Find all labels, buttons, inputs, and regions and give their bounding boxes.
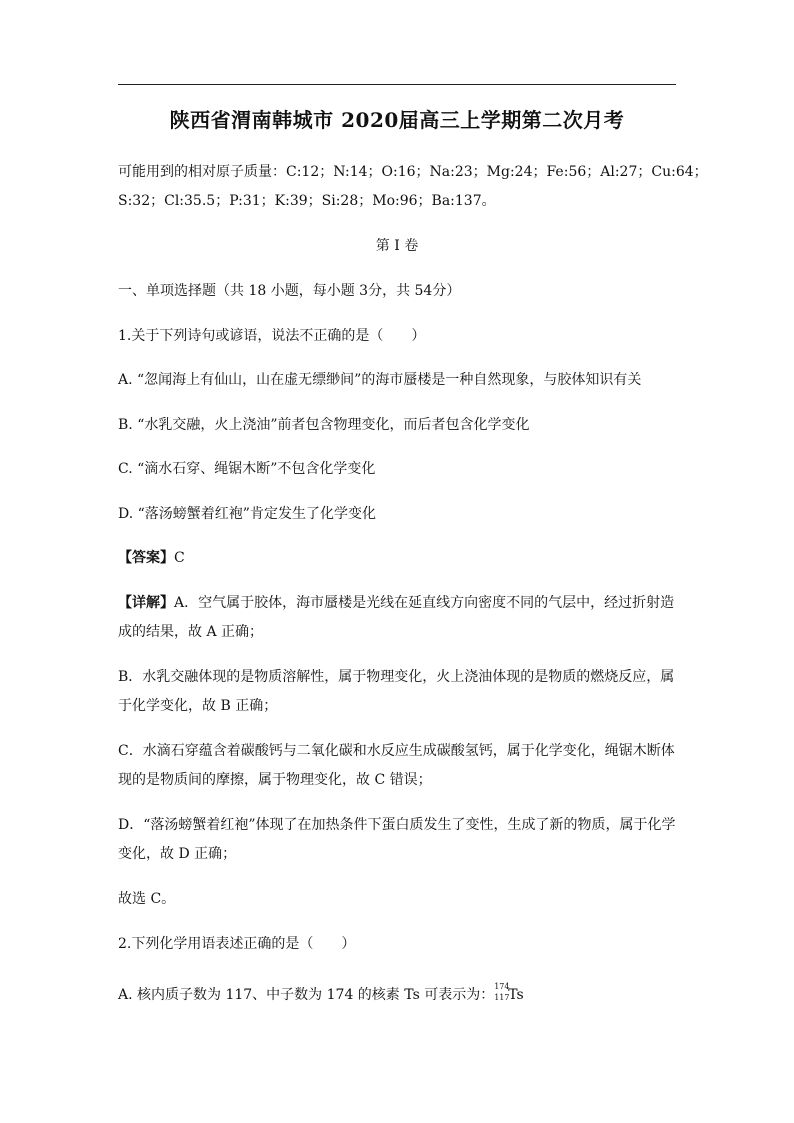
question-1-option-a: A. “忽闻海上有仙山，山在虚无缥缈间”的海市蜃楼是一种自然现象，与胶体知识有关 [118, 372, 642, 388]
option-a-text: A. 核内质子数为 117、中子数为 174 的核素 Ts 可表示为： [118, 987, 495, 1003]
question-1-detail-a-line-1 [118, 593, 674, 613]
question-1-detail-c-line-2: 现的是物质间的摩擦，属于物理变化，故 C 错误； [118, 772, 432, 788]
answer-label: 【答案】 [118, 550, 174, 566]
question-1-detail-d-line-1: D．“落汤螃蟹着红袍”体现了在加热条件下蛋白质发生了变性，生成了新的物质，属于化学 [118, 817, 676, 833]
answer-value: C [174, 550, 185, 566]
section-title: 第 I 卷 [375, 238, 419, 254]
question-1-option-b: B. “水乳交融，火上浇油”前者包含物理变化，而后者包含化学变化 [118, 417, 530, 433]
question-1-detail-c-line-1: C．水滴石穿蕴含着碳酸钙与二氧化碳和水反应生成碳酸氢钙，属于化学变化，绳锯木断体 [118, 743, 675, 759]
question-1-stem: 1.关于下列诗句或谚语，说法不正确的是（ ） [118, 328, 426, 344]
nuclide-notation [494, 982, 526, 1005]
header-rule [118, 84, 676, 85]
question-2-option-a [118, 982, 526, 1005]
part-heading: 一、单项选择题（共 18 小题，每小题 3分，共 54分） [118, 283, 461, 299]
question-2-stem: 2.下列化学用语表述正确的是（ ） [118, 936, 356, 952]
question-1-answer [118, 548, 185, 568]
question-1-detail-d-line-2: 变化，故 D 正确； [118, 846, 237, 862]
atomic-masses-line-2: S:32；Cl:35.5；P:31；K:39；Si:28；Mo:96；Ba:137。 [118, 193, 496, 209]
detail-label: 【详解】 [118, 595, 174, 611]
question-1-option-d: D. “落汤螃蟹着红袍”肯定发生了化学变化 [118, 506, 376, 522]
atomic-masses-line-1: 可能用到的相对原子质量：C:12；N:14；O:16；Na:23；Mg:24；Fe:56；Al:27；Cu:64； [118, 164, 708, 180]
question-1-detail-b-line-2: 于化学变化，故 B 正确； [118, 698, 278, 714]
exam-title: 陕西省渭南韩城市 2020届高三上学期第二次月考 [169, 108, 625, 132]
nuclide-mass-number: 174 [494, 982, 510, 991]
nuclide-symbol: Ts [508, 987, 524, 1003]
question-1-detail-b-line-1: B．水乳交融体现的是物质溶解性，属于物理变化，火上浇油体现的是物质的燃烧反应，属 [118, 669, 675, 685]
detail-a-text: A．空气属于胶体，海市蜃楼是光线在延直线方向密度不同的气层中，经过折射造 [174, 595, 675, 611]
question-1-conclusion: 故选 C。 [118, 891, 176, 907]
question-1-option-c: C. “滴水石穿、绳锯木断”不包含化学变化 [118, 461, 376, 477]
nuclide-atomic-number: 117 [494, 993, 510, 1002]
question-1-detail-a-line-2: 成的结果，故 A 正确； [118, 624, 264, 640]
